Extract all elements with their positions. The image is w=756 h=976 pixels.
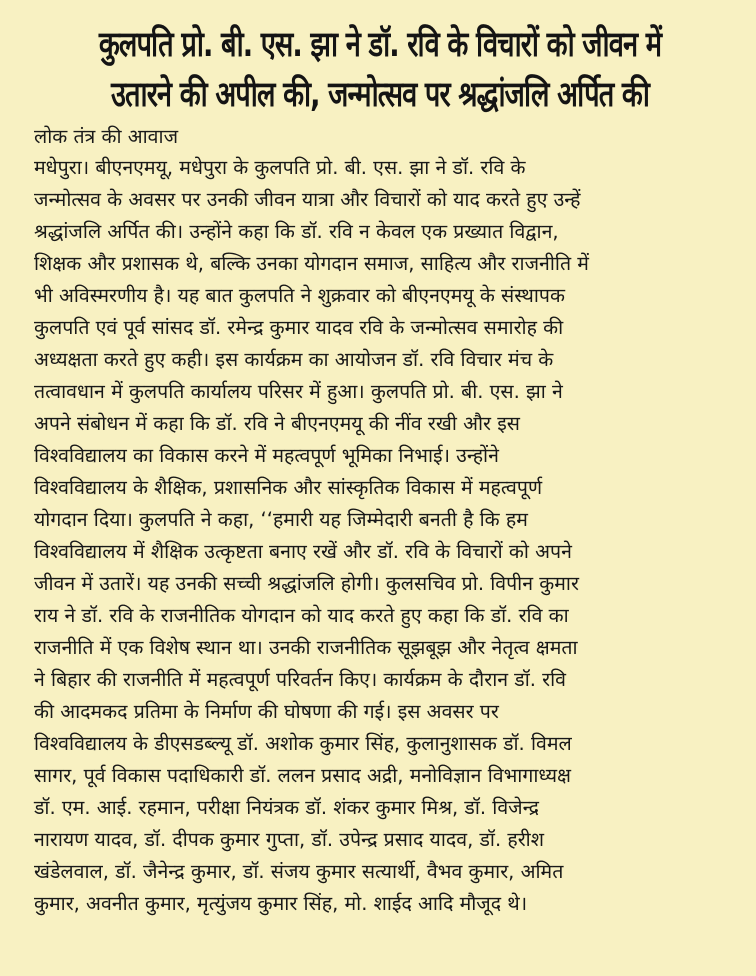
body-line: विश्वविद्यालय में शैक्षिक उत्कृष्टता बनाए रखें और डॉ. रवि के विचारों को अपने	[34, 540, 572, 563]
body-line: तत्वावधान में कुलपति कार्यालय परिसर में हुआ। कुलपति प्रो. बी. एस. झा ने	[34, 380, 563, 403]
body-line: भी अविस्मरणीय है। यह बात कुलपति ने शुक्रवार को बीएनएमयू के संस्थापक	[34, 284, 565, 307]
body-line: खंडेलवाल, डॉ. जैनेन्द्र कुमार, डॉ. संजय कुमार सत्यार्थी, वैभव कुमार, अमित	[34, 860, 564, 883]
body-line: नारायण यादव, डॉ. दीपक कुमार गुप्ता, डॉ. उपेन्द्र प्रसाद यादव, डॉ. हरीश	[34, 828, 544, 851]
body-line: मधेपुरा। बीएनएमयू, मधेपुरा के कुलपति प्रो. बी. एस. झा ने डॉ. रवि के	[34, 156, 526, 179]
body-line: सागर, पूर्व विकास पदाधिकारी डॉ. ललन प्रसाद अद्री, मनोविज्ञान विभागाध्यक्ष	[34, 764, 572, 787]
body-line: की आदमकद प्रतिमा के निर्माण की घोषणा की गई। इस अवसर पर	[34, 700, 499, 723]
body-line: अध्यक्षता करते हुए कही। इस कार्यक्रम का आयोजन डॉ. रवि विचार मंच के	[34, 348, 554, 371]
headline-line: कुलपति प्रो. बी. एस. झा ने डॉ. रवि के विचारों को जीवन में	[98, 25, 662, 65]
body-line: योगदान दिया। कुलपति ने कहा, ‘‘हमारी यह जिम्मेदारी बनती है कि हम	[34, 508, 528, 531]
body-line: कुमार, अवनीत कुमार, मृत्युंजय कुमार सिंह, मो. शाईद आदि मौजूद थे।	[34, 892, 528, 915]
body-line: विश्वविद्यालय के शैक्षिक, प्रशासनिक और सांस्कृतिक विकास में महत्वपूर्ण	[34, 476, 543, 499]
body-line: जन्मोत्सव के अवसर पर उनकी जीवन यात्रा और विचारों को याद करते हुए उन्हें	[34, 188, 581, 211]
article-body	[34, 152, 746, 920]
body-line: शिक्षक और प्रशासक थे, बल्कि उनका योगदान समाज, साहित्य और राजनीति में	[34, 252, 589, 275]
body-line: डॉ. एम. आई. रहमान, परीक्षा नियंत्रक डॉ. शंकर कुमार मिश्र, डॉ. विजेन्द्र	[34, 796, 540, 819]
body-line: विश्वविद्यालय का विकास करने में महत्वपूर्ण भूमिका निभाई। उन्होंने	[34, 444, 499, 467]
body-line: कुलपति एवं पूर्व सांसद डॉ. रमेन्द्र कुमार यादव रवि के जन्मोत्सव समारोह की	[34, 316, 564, 339]
body-line: जीवन में उतारें। यह उनकी सच्ची श्रद्धांजलि होगी। कुलसचिव प्रो. विपीन कुमार	[34, 572, 579, 595]
body-line: अपने संबोधन में कहा कि डॉ. रवि ने बीएनएमयू की नींव रखी और इस	[34, 412, 520, 435]
body-line: राय ने डॉ. रवि के राजनीतिक योगदान को याद करते हुए कहा कि डॉ. रवि का	[34, 604, 569, 627]
headline-line: उतारने की अपील की, जन्मोत्सव पर श्रद्धांजलि अर्पित की	[110, 75, 650, 115]
byline: लोक तंत्र की आवाज	[34, 125, 179, 148]
body-line: श्रद्धांजलि अर्पित की। उन्होंने कहा कि डॉ. रवि न केवल एक प्रख्यात विद्वान,	[34, 220, 559, 243]
headline	[95, 20, 666, 120]
body-line: ने बिहार की राजनीति में महत्वपूर्ण परिवर्तन किए। कार्यक्रम के दौरान डॉ. रवि	[34, 668, 567, 691]
body-line: विश्वविद्यालय के डीएसडब्ल्यू डॉ. अशोक कुमार सिंह, कुलानुशासक डॉ. विमल	[34, 732, 572, 755]
body-line: राजनीति में एक विशेष स्थान था। उनकी राजनीतिक सूझबूझ और नेतृत्व क्षमता	[34, 636, 578, 659]
